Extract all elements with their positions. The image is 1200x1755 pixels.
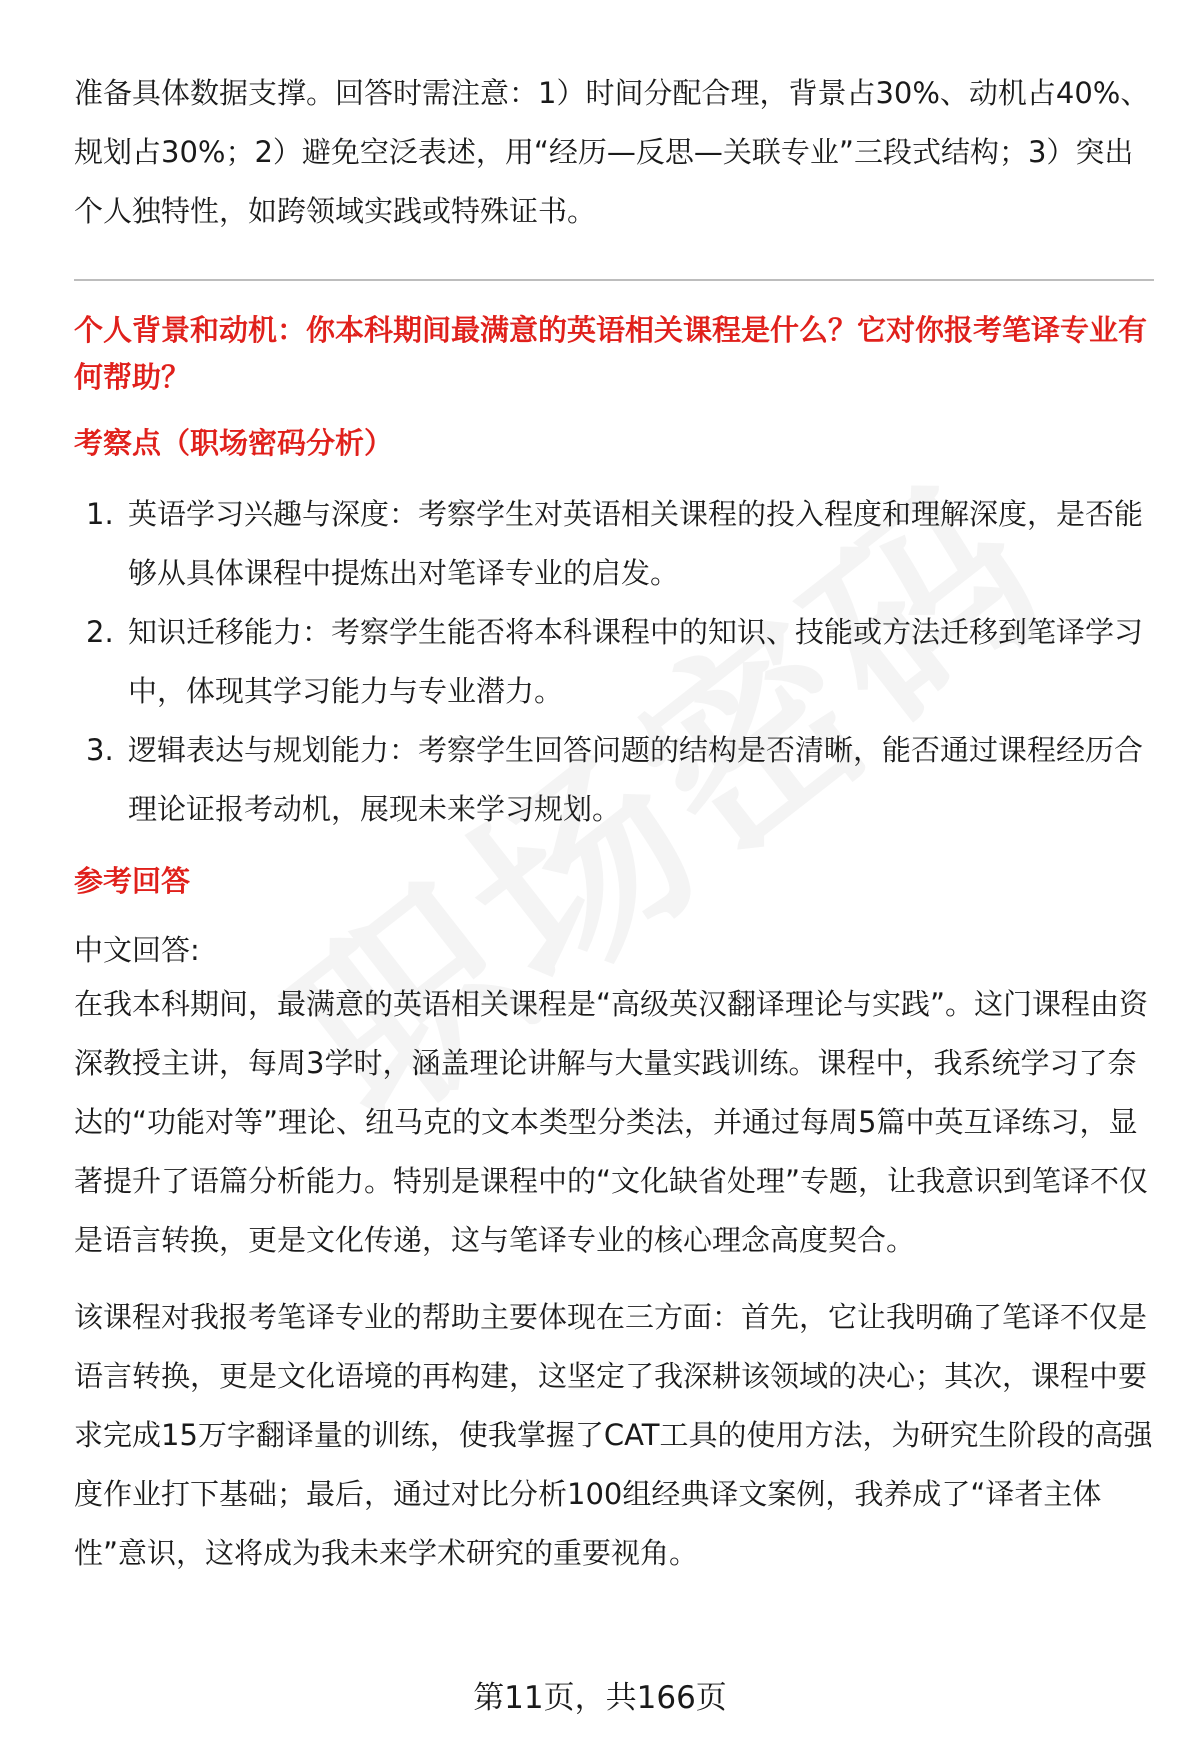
points-heading: 考察点（职场密码分析） (74, 426, 394, 460)
list-item-text: 英语学习兴趣与深度：考察学生对英语相关课程的投入程度和理解深度，是否能够从具体课程中提炼出对笔译专业的启发。 (128, 497, 1144, 590)
list-item-number: 1. (86, 497, 114, 531)
answer-heading: 参考回答 (74, 864, 191, 898)
list-item (74, 721, 1154, 839)
list-item (74, 603, 1154, 721)
list-item-text: 知识迁移能力：考察学生能否将本科课程中的知识、技能或方法迁移到笔译学习中，体现其学习能力与专业潜力。 (128, 615, 1144, 708)
list-item (74, 485, 1154, 603)
list-item-number: 2. (86, 615, 114, 649)
answer-paragraph-1: 在我本科期间，最满意的英语相关课程是“高级英汉翻译理论与实践”。这门课程由资深教授主讲，每周3学时，涵盖理论讲解与大量实践训练。课程中，我系统学习了奈达的“功能对等”理论、纽马克的文本类型分类法，并通过每周5篇中英互译练习，显著提升了语篇分析能力。特别是课程中的“文化缺省处理”专题，让我意识到笔译不仅是语言转换，更是文化传递，这与笔译专业的核心理念高度契合。 (74, 987, 1149, 1257)
answer-label: 中文回答: (74, 933, 200, 967)
section-divider (74, 279, 1154, 281)
intro-paragraph: 准备具体数据支撑。回答时需注意：1）时间分配合理，背景占30%、动机占40%、规划占30%；2）避免空泛表述，用“经历—反思—关联专业”三段式结构；3）突出个人独特性，如跨领域实践或特殊证书。 (74, 76, 1150, 228)
points-list (74, 485, 1154, 839)
page-content (74, 64, 1154, 1583)
page-number-footer: 第11页，共166页 (473, 1680, 727, 1716)
question-title: 个人背景和动机：你本科期间最满意的英语相关课程是什么？它对你报考笔译专业有何帮助？ (74, 313, 1148, 394)
list-item-text: 逻辑表达与规划能力：考察学生回答问题的结构是否清晰，能否通过课程经历合理论证报考动机，展现未来学习规划。 (128, 733, 1144, 826)
list-item-number: 3. (86, 733, 114, 767)
answer-paragraph-2: 该课程对我报考笔译专业的帮助主要体现在三方面：首先，它让我明确了笔译不仅是语言转换，更是文化语境的再构建，这坚定了我深耕该领域的决心；其次，课程中要求完成15万字翻译量的训练，使我掌握了CAT工具的使用方法，为研究生阶段的高强度作业打下基础；最后，通过对比分析100组经典译文案例，我养成了“译者主体性”意识，这将成为我未来学术研究的重要视角。 (74, 1300, 1153, 1570)
